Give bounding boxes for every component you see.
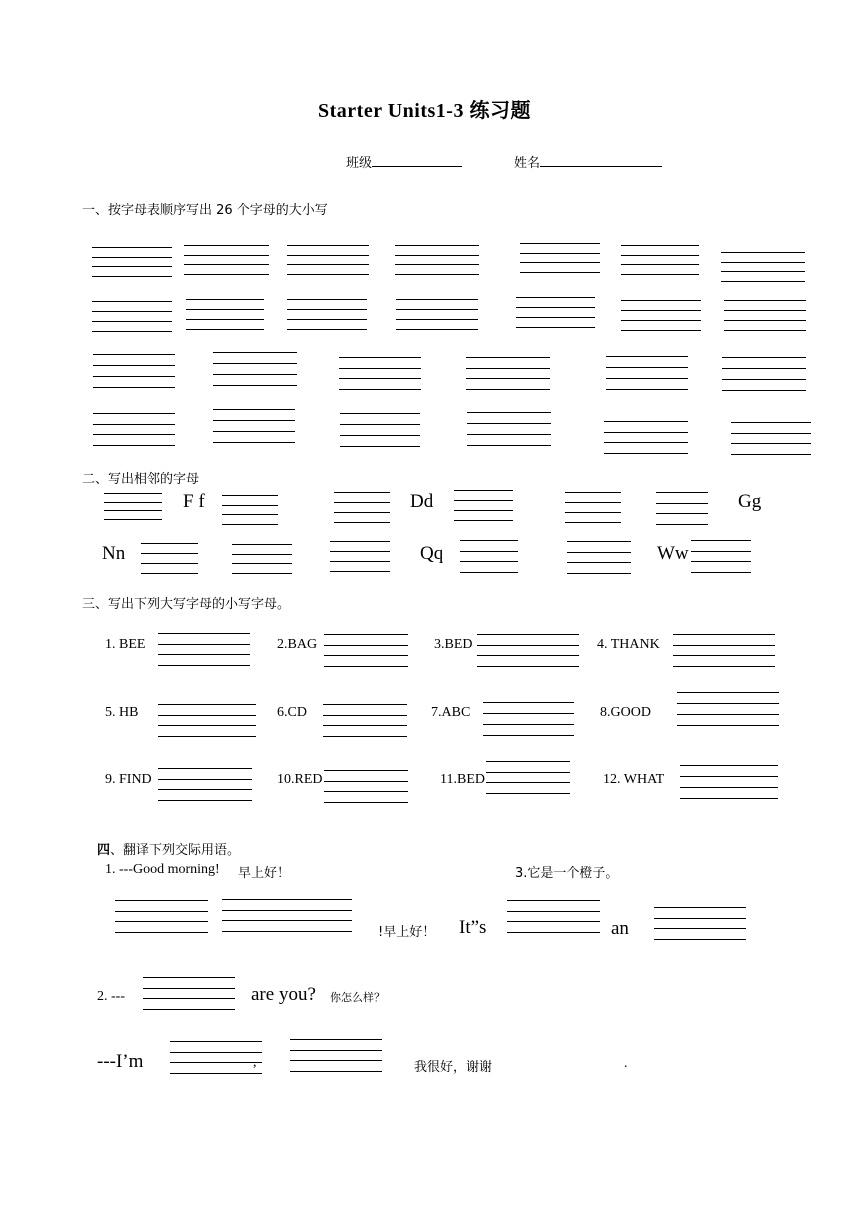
- q3-prompt: 3.它是一个橙子。: [515, 866, 619, 881]
- four-line-grid[interactable]: [454, 490, 513, 522]
- four-line-grid[interactable]: [287, 245, 369, 276]
- item-label: 7.ABC: [431, 705, 471, 720]
- four-line-grid[interactable]: [731, 422, 811, 456]
- four-line-grid[interactable]: [213, 409, 295, 444]
- q3-an: an: [611, 918, 629, 939]
- reply-chinese: 我很好，谢谢: [414, 1060, 493, 1075]
- four-line-grid[interactable]: [656, 492, 708, 526]
- four-line-grid[interactable]: [93, 354, 175, 389]
- item-label: 9. FIND: [105, 772, 152, 787]
- q2-chinese: 你怎么样？: [330, 991, 385, 1004]
- reply-period: .: [624, 1056, 628, 1071]
- four-line-grid[interactable]: [104, 493, 162, 521]
- four-line-grid[interactable]: [477, 634, 579, 668]
- section3-heading: 三、写出下列大写字母的小写字母。: [82, 597, 291, 612]
- letter-pair-ff: F f: [183, 491, 205, 512]
- four-line-grid[interactable]: [158, 768, 252, 802]
- letter-pair-nn: Nn: [102, 543, 126, 564]
- four-line-grid[interactable]: [330, 541, 390, 573]
- reply-comma: ,: [253, 1055, 257, 1070]
- item-label: 4. THANK: [597, 637, 660, 652]
- section4-number: 四: [97, 843, 111, 858]
- four-line-grid[interactable]: [170, 1041, 262, 1075]
- page-title: Starter Units1-3 练习题: [318, 100, 531, 122]
- four-line-grid[interactable]: [395, 245, 479, 276]
- four-line-grid[interactable]: [93, 413, 175, 447]
- four-line-grid[interactable]: [92, 247, 172, 278]
- q1-chinese: 早上好！: [238, 866, 291, 881]
- section2-heading: 二、写出相邻的字母: [82, 472, 200, 487]
- q3-its: It”s: [459, 917, 487, 938]
- four-line-grid[interactable]: [323, 704, 407, 738]
- four-line-grid[interactable]: [621, 245, 699, 276]
- name-blank[interactable]: [540, 152, 662, 167]
- four-line-grid[interactable]: [158, 704, 256, 738]
- four-line-grid[interactable]: [92, 301, 172, 333]
- four-line-grid[interactable]: [158, 633, 250, 667]
- four-line-grid[interactable]: [186, 299, 264, 331]
- item-label: 5. HB: [105, 705, 139, 720]
- four-line-grid[interactable]: [290, 1039, 382, 1073]
- four-line-grid[interactable]: [339, 357, 421, 391]
- item-label: 3.BED: [434, 637, 473, 652]
- four-line-grid[interactable]: [567, 541, 631, 575]
- name-label: 姓名: [514, 156, 541, 171]
- item-label: 11.BED: [440, 772, 485, 787]
- q2-are-you: are you?: [251, 984, 316, 1005]
- four-line-grid[interactable]: [467, 412, 551, 447]
- section4-heading: [97, 839, 240, 858]
- letter-pair-gg: Gg: [738, 491, 762, 512]
- four-line-grid[interactable]: [184, 245, 269, 276]
- reply-im: ---I’m: [97, 1051, 144, 1072]
- four-line-grid[interactable]: [724, 300, 806, 332]
- item-label: 6.CD: [277, 705, 307, 720]
- item-label: 8.GOOD: [600, 705, 651, 720]
- section1-heading: 一、按字母表顺序写出 26 个字母的大小写: [82, 203, 328, 218]
- four-line-grid[interactable]: [222, 495, 278, 526]
- name-field: [514, 152, 662, 171]
- q2-prompt: 2. ---: [97, 989, 125, 1004]
- four-line-grid[interactable]: [143, 977, 235, 1011]
- q1-answer-chinese: !早上好！: [378, 925, 436, 940]
- four-line-grid[interactable]: [680, 765, 778, 800]
- four-line-grid[interactable]: [213, 352, 297, 387]
- q1-prompt: 1. ---Good morning!: [105, 862, 220, 877]
- four-line-grid[interactable]: [324, 770, 408, 804]
- four-line-grid[interactable]: [115, 900, 208, 934]
- item-label: 1. BEE: [105, 637, 146, 652]
- four-line-grid[interactable]: [460, 540, 518, 574]
- four-line-grid[interactable]: [604, 421, 688, 455]
- four-line-grid[interactable]: [340, 413, 420, 448]
- four-line-grid[interactable]: [324, 634, 408, 668]
- four-line-grid[interactable]: [673, 634, 775, 668]
- four-line-grid[interactable]: [722, 357, 806, 392]
- four-line-grid[interactable]: [483, 702, 574, 737]
- item-label: 10.RED: [277, 772, 323, 787]
- letter-pair-qq: Qq: [420, 543, 444, 564]
- section4-title: 、翻译下列交际用语。: [110, 843, 241, 858]
- letter-pair-dd: Dd: [410, 491, 434, 512]
- four-line-grid[interactable]: [334, 492, 390, 524]
- letter-pair-ww: Ww: [657, 543, 689, 564]
- four-line-grid[interactable]: [516, 297, 595, 329]
- four-line-grid[interactable]: [721, 252, 805, 283]
- four-line-grid[interactable]: [654, 907, 746, 941]
- four-line-grid[interactable]: [507, 900, 600, 934]
- item-label: 12. WHAT: [603, 772, 665, 787]
- four-line-grid[interactable]: [486, 761, 570, 795]
- item-label: 2.BAG: [277, 637, 318, 652]
- four-line-grid[interactable]: [232, 544, 292, 575]
- four-line-grid[interactable]: [621, 300, 701, 332]
- four-line-grid[interactable]: [606, 356, 688, 391]
- four-line-grid[interactable]: [287, 299, 367, 331]
- four-line-grid[interactable]: [520, 243, 600, 274]
- four-line-grid[interactable]: [222, 899, 352, 933]
- four-line-grid[interactable]: [466, 357, 550, 391]
- class-blank[interactable]: [372, 152, 462, 167]
- four-line-grid[interactable]: [691, 540, 751, 574]
- four-line-grid[interactable]: [677, 692, 779, 727]
- four-line-grid[interactable]: [565, 492, 621, 524]
- four-line-grid[interactable]: [141, 543, 198, 575]
- class-field: [346, 152, 462, 171]
- class-label: 班级: [346, 156, 373, 171]
- four-line-grid[interactable]: [396, 299, 478, 331]
